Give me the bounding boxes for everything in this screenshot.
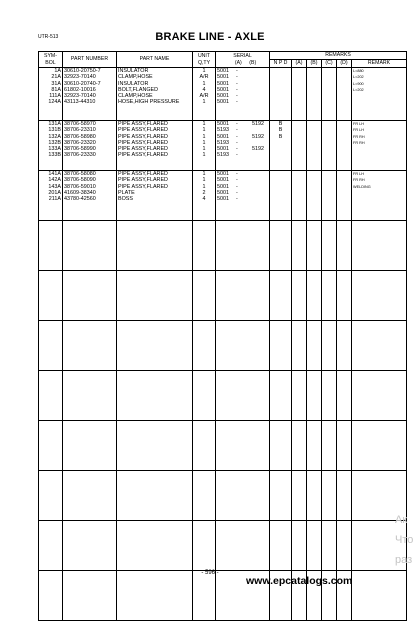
serial-a: 5001	[217, 146, 229, 153]
remark-cell	[352, 571, 407, 621]
qty-cell	[193, 68, 216, 121]
part-pn: 43780-42560	[64, 196, 96, 203]
remark-cell	[352, 171, 407, 221]
part-pn: 38706-58080	[64, 171, 96, 177]
part-npd: B	[278, 121, 283, 127]
part-sym: 1A	[54, 68, 61, 74]
symbol-cell	[39, 271, 63, 321]
part-name: PLATE	[118, 189, 135, 196]
serial-a: 5001	[217, 80, 229, 87]
remark-b-cell	[307, 171, 322, 221]
header-serial: SERIAL	[216, 52, 270, 60]
qty-cell	[193, 371, 216, 421]
qty-cell	[193, 221, 216, 271]
remark-d-cell	[337, 68, 352, 121]
serial-cell	[216, 121, 270, 171]
qty-cell	[193, 171, 216, 221]
part-sym: 211A	[48, 196, 61, 203]
parts-table	[38, 51, 407, 621]
npd-cell	[270, 121, 292, 171]
part-number-cell	[63, 371, 117, 421]
part-pn: 38706-23320	[64, 139, 96, 146]
remark-c-cell	[322, 421, 337, 471]
part-pn: 30610-20750-7	[64, 68, 101, 74]
npd-cell	[270, 321, 292, 371]
serial-a: 5001	[217, 189, 229, 196]
part-number-cell	[63, 471, 117, 521]
empty-line	[293, 152, 305, 158]
header-remark-d: (D)	[337, 60, 352, 68]
part-sym: 131A	[48, 121, 61, 127]
part-remark: FR RH	[353, 178, 365, 183]
remark-d-cell	[337, 121, 352, 171]
part-qty: A/R	[199, 93, 209, 100]
remark-b-cell	[307, 421, 322, 471]
part-sym: 201A	[48, 189, 61, 196]
part-pn: 38706-59010	[64, 183, 96, 190]
serial-cell	[216, 271, 270, 321]
symbol-cell	[39, 521, 63, 571]
symbol-cell	[39, 571, 63, 621]
part-name-cell	[117, 121, 193, 171]
empty-line	[323, 99, 335, 105]
part-qty: 1	[202, 99, 206, 106]
part-name-cell	[117, 371, 193, 421]
part-number-cell	[63, 221, 117, 271]
header-serial-a: (A)	[234, 60, 242, 67]
remark-d-cell	[337, 171, 352, 221]
remark-b-cell	[307, 271, 322, 321]
part-qty: 1	[202, 121, 206, 127]
symbol-cell	[39, 121, 63, 171]
part-pn: 32923-70140	[64, 93, 96, 100]
part-sym: 124A	[48, 99, 61, 106]
serial-separator: -	[236, 189, 238, 196]
parts-group-row	[39, 421, 407, 471]
part-number-cell	[63, 521, 117, 571]
remark-c-cell	[322, 521, 337, 571]
remark-c-cell	[322, 471, 337, 521]
watermark-text	[395, 510, 420, 570]
part-number-cell	[63, 421, 117, 471]
remark-b-cell	[307, 221, 322, 271]
part-pn: 61802-10016	[64, 86, 96, 93]
remark-c-cell	[322, 321, 337, 371]
part-qty: 4	[202, 86, 206, 93]
part-sym: 133A	[48, 146, 61, 153]
part-name-cell	[117, 321, 193, 371]
part-number-cell	[63, 121, 117, 171]
header-part-name: PART NAME	[117, 52, 193, 68]
parts-group-row	[39, 221, 407, 271]
watermark-line: Ак	[395, 514, 408, 526]
part-pn: 38706-23310	[64, 127, 96, 134]
serial-cell	[216, 68, 270, 121]
symbol-cell	[39, 321, 63, 371]
part-number-cell	[63, 68, 117, 121]
part-name-cell	[117, 221, 193, 271]
serial-cell	[216, 371, 270, 421]
remark-c-cell	[322, 68, 337, 121]
serial-a: 5001	[217, 183, 229, 190]
remark-b-cell	[307, 471, 322, 521]
part-name-cell	[117, 571, 193, 621]
header-remark: REMARK	[352, 60, 407, 68]
serial-separator: -	[236, 68, 238, 74]
part-sym: 21A	[51, 74, 61, 81]
empty-line	[323, 196, 335, 202]
serial-cell	[216, 521, 270, 571]
part-remark: FR RH	[353, 140, 365, 145]
remark-b-cell	[307, 68, 322, 121]
remark-c-cell	[322, 271, 337, 321]
part-qty: 1	[202, 183, 206, 190]
part-sym: 132A	[48, 133, 61, 140]
remark-c-cell	[322, 221, 337, 271]
parts-group-row	[39, 68, 407, 121]
part-remark: L=900	[353, 81, 364, 86]
npd-cell	[270, 371, 292, 421]
serial-range	[217, 196, 268, 202]
serial-separator: -	[236, 99, 238, 106]
qty-cell	[193, 521, 216, 571]
part-number-cell	[63, 171, 117, 221]
part-sym: 132B	[48, 139, 61, 146]
part-name: PIPE ASSY,FLARED	[118, 127, 168, 134]
empty-line	[293, 99, 305, 105]
part-qty: A/R	[199, 74, 209, 81]
remark-c-cell	[322, 371, 337, 421]
part-remark: FR RH	[353, 134, 365, 139]
part-name-cell	[117, 521, 193, 571]
serial-a: 5001	[217, 74, 229, 81]
serial-range	[217, 99, 268, 105]
part-pn: 38706-58970	[64, 121, 96, 127]
serial-separator: -	[236, 74, 238, 81]
serial-range	[217, 152, 268, 158]
part-qty: 1	[202, 177, 206, 184]
header-serial-ab	[216, 60, 270, 68]
serial-a: 5193	[217, 152, 229, 159]
document-code: UTR-513	[38, 34, 59, 40]
qty-cell	[193, 471, 216, 521]
header-symbol: SYM-BOL	[39, 52, 63, 68]
remark-cell	[352, 121, 407, 171]
part-name: PIPE ASSY,FLARED	[118, 121, 168, 127]
part-sym: 111A	[49, 93, 61, 100]
serial-separator: -	[236, 86, 238, 93]
parts-group-row	[39, 521, 407, 571]
serial-a: 5001	[217, 171, 229, 177]
part-name: BOSS	[118, 196, 133, 203]
remark-d-cell	[337, 271, 352, 321]
part-qty: 1	[202, 80, 206, 87]
part-qty: 2	[202, 189, 206, 196]
serial-separator: -	[236, 121, 238, 127]
empty-line	[323, 152, 335, 158]
serial-b: 5192	[252, 146, 264, 153]
part-name-cell	[117, 271, 193, 321]
serial-cell	[216, 171, 270, 221]
part-sym: 81A	[51, 86, 61, 93]
part-name: PIPE ASSY,FLARED	[118, 183, 168, 190]
serial-a: 5001	[217, 93, 229, 100]
part-number-cell	[63, 271, 117, 321]
header-remark-a: (A)	[292, 60, 307, 68]
part-qty: 4	[202, 196, 206, 203]
part-number-cell	[63, 321, 117, 371]
header-serial-b: (B)	[249, 60, 257, 67]
part-name-cell	[117, 421, 193, 471]
serial-b: 5192	[252, 133, 264, 140]
npd-cell	[270, 271, 292, 321]
part-remark: L=202	[353, 75, 364, 80]
serial-separator: -	[236, 183, 238, 190]
part-sym: 143A	[48, 183, 61, 190]
symbol-cell	[39, 421, 63, 471]
part-sym: 142A	[48, 177, 61, 184]
part-sym: 31A	[51, 80, 61, 87]
remark-cell	[352, 421, 407, 471]
part-name: PIPE ASSY,FLARED	[118, 146, 168, 153]
part-name: PIPE ASSY,FLARED	[118, 133, 168, 140]
parts-group-row	[39, 371, 407, 421]
part-name: BOLT,FLANGED	[118, 86, 159, 93]
serial-separator: -	[236, 80, 238, 87]
part-remark: L=880	[353, 69, 364, 73]
part-npd: B	[278, 127, 283, 134]
empty-line	[308, 196, 320, 202]
remark-a-cell	[292, 521, 307, 571]
part-name-cell	[117, 171, 193, 221]
remark-a-cell	[292, 121, 307, 171]
part-qty: 1	[202, 139, 206, 146]
npd-cell	[270, 521, 292, 571]
remark-b-cell	[307, 121, 322, 171]
symbol-cell	[39, 68, 63, 121]
part-qty: 1	[202, 146, 206, 153]
header-remarks: REMARKS	[270, 52, 407, 60]
part-remark: FR LH	[353, 172, 364, 176]
part-qty: 1	[202, 171, 206, 177]
part-name: INSULATOR	[118, 68, 149, 74]
watermark-line: Что	[395, 534, 414, 546]
parts-group-row	[39, 271, 407, 321]
parts-group-row	[39, 121, 407, 171]
part-remark: FR LH	[353, 122, 364, 126]
part-name: PIPE ASSY,FLARED	[118, 139, 168, 146]
remark-cell	[352, 271, 407, 321]
serial-a: 5001	[217, 177, 229, 184]
part-qty: 1	[202, 68, 206, 74]
empty-line	[308, 99, 320, 105]
serial-separator: -	[236, 127, 238, 134]
serial-a: 5001	[217, 86, 229, 93]
symbol-cell	[39, 371, 63, 421]
part-name-cell	[117, 471, 193, 521]
remark-a-cell	[292, 68, 307, 121]
serial-separator: -	[236, 171, 238, 177]
part-name: PIPE ASSY,FLARED	[118, 171, 168, 177]
remark-a-cell	[292, 471, 307, 521]
serial-separator: -	[236, 133, 238, 140]
part-npd: B	[278, 133, 283, 140]
npd-cell	[270, 68, 292, 121]
serial-a: 5001	[217, 99, 229, 106]
header-remark-b: (B)	[307, 60, 322, 68]
qty-cell	[193, 571, 216, 621]
part-number-cell	[63, 571, 117, 621]
remark-a-cell	[292, 371, 307, 421]
part-pn: 38706-58990	[64, 146, 96, 153]
npd-cell	[270, 421, 292, 471]
empty-line	[293, 196, 305, 202]
remark-d-cell	[337, 421, 352, 471]
part-remark: FR LH	[353, 128, 364, 133]
serial-a: 5001	[217, 196, 229, 203]
part-name: PIPE ASSY,FLARED	[118, 177, 168, 184]
serial-cell	[216, 471, 270, 521]
serial-separator: -	[236, 146, 238, 153]
header-remark-c: (C)	[322, 60, 337, 68]
empty-line	[338, 196, 350, 202]
part-pn: 41609-38340	[64, 189, 96, 196]
part-name: INSULATOR	[118, 80, 149, 87]
watermark-line: раз	[395, 554, 413, 566]
part-pn: 43113-44310	[64, 99, 96, 106]
symbol-cell	[39, 171, 63, 221]
remark-a-cell	[292, 321, 307, 371]
serial-cell	[216, 221, 270, 271]
remark-b-cell	[307, 521, 322, 571]
part-name: CLAMP,HOSE	[118, 74, 153, 81]
qty-cell	[193, 121, 216, 171]
symbol-cell	[39, 221, 63, 271]
serial-a: 5193	[217, 127, 229, 134]
remark-a-cell	[292, 171, 307, 221]
serial-separator: -	[236, 93, 238, 100]
qty-cell	[193, 421, 216, 471]
serial-separator: -	[236, 152, 238, 159]
part-qty: 1	[202, 127, 206, 134]
serial-separator: -	[236, 196, 238, 203]
part-name: CLAMP,HOSE	[118, 93, 153, 100]
empty-line	[338, 99, 350, 105]
remark-b-cell	[307, 321, 322, 371]
page-number: - 596 -	[201, 570, 219, 576]
part-name: HOSE,HIGH PRESSURE	[118, 99, 180, 106]
serial-separator: -	[236, 177, 238, 184]
qty-cell	[193, 321, 216, 371]
page-title: BRAKE LINE - AXLE	[155, 31, 265, 43]
npd-cell	[270, 471, 292, 521]
serial-a: 5001	[217, 133, 229, 140]
remark-a-cell	[292, 221, 307, 271]
remark-cell	[352, 68, 407, 121]
part-sym: 141A	[48, 171, 61, 177]
part-remark: WELDING	[353, 184, 371, 189]
qty-cell	[193, 271, 216, 321]
serial-separator: -	[236, 139, 238, 146]
part-qty: 1	[202, 152, 206, 159]
remark-b-cell	[307, 371, 322, 421]
remark-a-cell	[292, 421, 307, 471]
remark-cell	[352, 321, 407, 371]
remark-d-cell	[337, 371, 352, 421]
part-qty: 1	[202, 133, 206, 140]
parts-group-row	[39, 471, 407, 521]
parts-group-row	[39, 171, 407, 221]
part-pn: 38706-58980	[64, 133, 96, 140]
footer-url: www.epcatalogs.com	[246, 575, 353, 587]
empty-line	[308, 152, 320, 158]
npd-cell	[270, 221, 292, 271]
remark-c-cell	[322, 171, 337, 221]
part-sym: 133B	[48, 152, 61, 159]
part-pn: 32923-70140	[64, 74, 96, 81]
remark-d-cell	[337, 521, 352, 571]
part-pn: 38706-58090	[64, 177, 96, 184]
symbol-cell	[39, 471, 63, 521]
serial-a: 5001	[217, 121, 229, 127]
parts-group-row	[39, 321, 407, 371]
part-pn: 30610-20740-7	[64, 80, 101, 87]
part-pn: 38706-23330	[64, 152, 96, 159]
remark-d-cell	[337, 221, 352, 271]
remark-a-cell	[292, 271, 307, 321]
part-name: PIPE ASSY,FLARED	[118, 152, 168, 159]
npd-cell	[270, 171, 292, 221]
part-remark: L=202	[353, 87, 364, 92]
remark-cell	[352, 221, 407, 271]
remark-c-cell	[322, 121, 337, 171]
remark-d-cell	[337, 321, 352, 371]
header-unit-qty: UNIT Q,TY	[193, 52, 216, 68]
remark-cell	[352, 371, 407, 421]
remark-d-cell	[337, 471, 352, 521]
header-part-number: PART NUMBER	[63, 52, 117, 68]
header-npd: N P D	[270, 60, 292, 68]
serial-cell	[216, 421, 270, 471]
part-name-cell	[117, 68, 193, 121]
serial-b: 5192	[252, 121, 264, 127]
empty-line	[338, 152, 350, 158]
serial-a: 5193	[217, 139, 229, 146]
part-sym: 131B	[48, 127, 61, 134]
serial-cell	[216, 321, 270, 371]
serial-a: 5001	[217, 68, 229, 74]
